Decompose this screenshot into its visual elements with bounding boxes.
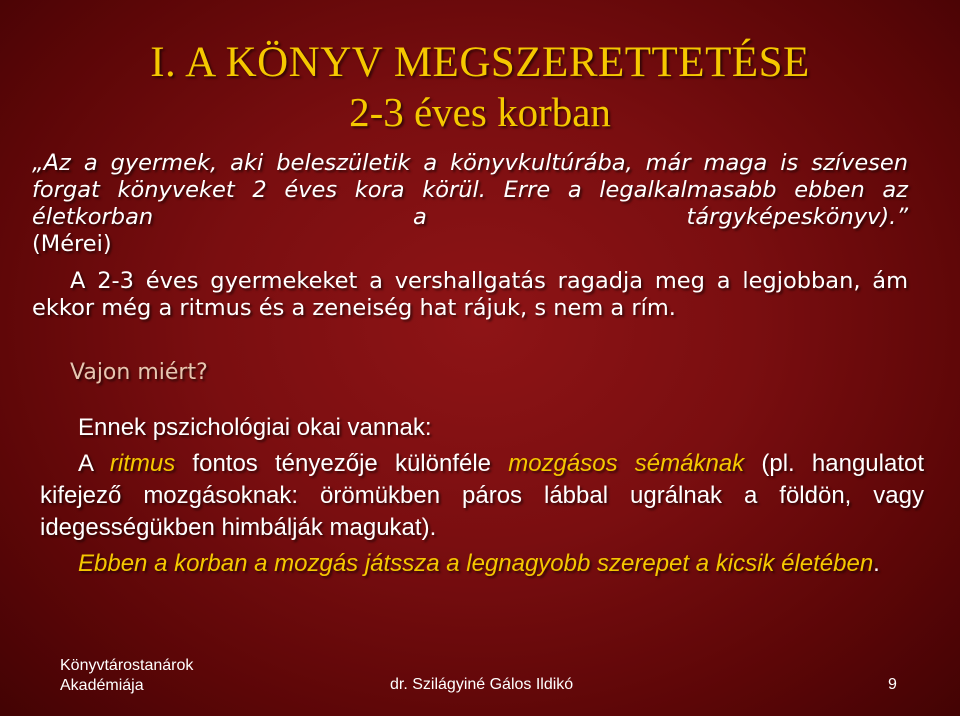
rhythm-highlight: ritmus bbox=[109, 450, 176, 477]
why-question: Vajon miért? bbox=[70, 360, 208, 385]
motion-schemas-highlight: mozgásos sémáknak bbox=[508, 450, 745, 477]
verse-text: A 2-3 éves gyermekeket a vershallgatás ragadja meg a legjobban, ám ekkor még a ritmus és a zeneiség hat rájuk, s nem a rím. bbox=[32, 268, 908, 321]
footer-author: dr. Szilágyiné Gálos Ildikó bbox=[390, 676, 574, 693]
quote-paragraph bbox=[32, 150, 908, 258]
quote-text: „Az a gyermek, aki beleszületik a könyvkultúrába, már maga is szívesen forgat könyveket 2 éves kora körül. Erre a legalkalmasabb ebben az életkorban a tárgyképeskönyv).” bbox=[32, 150, 908, 230]
slide-title: I. A KÖNYV MEGSZERETTETÉSE bbox=[150, 39, 810, 86]
rhythm-text-1: A bbox=[78, 450, 110, 477]
footer-org-line2: Akadémiája bbox=[60, 677, 144, 694]
rhythm-paragraph bbox=[40, 448, 924, 544]
quote-source: (Mérei) bbox=[32, 231, 112, 257]
rhythm-text-2: fontos tényezője különféle bbox=[175, 450, 509, 477]
slide-subtitle: 2-3 éves korban bbox=[349, 89, 611, 135]
age-text: Ebben a korban a mozgás játssza a legnagyobb szerepet a kicsik életében bbox=[78, 550, 874, 577]
psych-heading: Ennek pszichológiai okai vannak: bbox=[78, 414, 432, 441]
rhythm-text-3: (pl. hangulatot kifejező mozgásoknak: örömükben páros lábbal ugrálnak a földön, vagy idegességükben himbálják magukat). bbox=[40, 450, 925, 541]
age-paragraph bbox=[40, 548, 924, 580]
footer-org-line1: Könyvtárostanárok bbox=[60, 657, 194, 674]
page-number: 9 bbox=[888, 676, 897, 693]
footer-organization bbox=[60, 656, 193, 696]
age-text-end: . bbox=[873, 550, 880, 577]
verse-paragraph bbox=[32, 268, 908, 322]
